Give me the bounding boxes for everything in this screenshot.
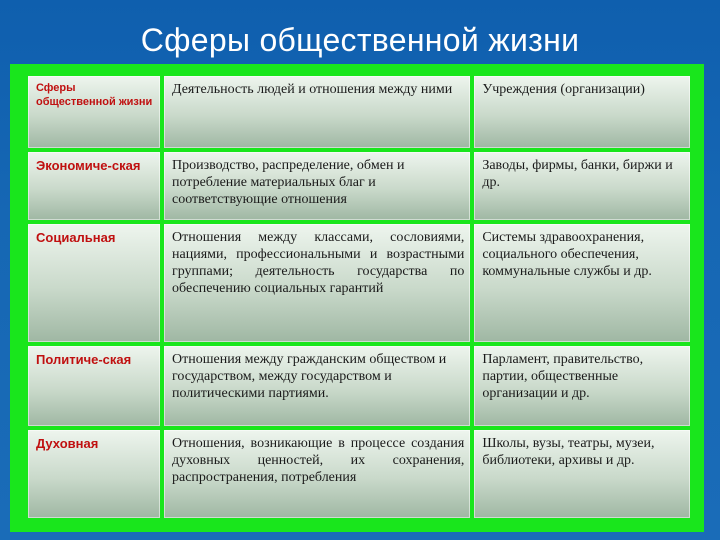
table-row <box>28 224 690 342</box>
sphere-name-cell: Духовная <box>28 430 160 518</box>
activity-cell: Отношения, возникающие в процессе создания духовных ценностей, их сохранения, распространения, потребления <box>164 430 470 518</box>
institutions-cell: Заводы, фирмы, банки, биржи и др. <box>474 152 690 220</box>
table-row <box>28 346 690 426</box>
table-row <box>28 152 690 220</box>
table-row <box>28 430 690 518</box>
spheres-table <box>24 72 694 522</box>
header-cell-activity: Деятельность людей и отношения между ними <box>164 76 470 148</box>
institutions-cell: Парламент, правительство, партии, общественные организации и др. <box>474 346 690 426</box>
activity-cell: Отношения между гражданским обществом и государством, между государством и политическими партиями. <box>164 346 470 426</box>
header-cell-institutions: Учреждения (организации) <box>474 76 690 148</box>
table-header-row <box>28 76 690 148</box>
institutions-cell: Системы здравоохранения, социального обеспечения, коммунальные службы и др. <box>474 224 690 342</box>
spheres-table-frame <box>10 64 704 532</box>
sphere-name-cell: Экономиче-ская <box>28 152 160 220</box>
activity-cell: Производство, распределение, обмен и потребление материальных благ и соответствующие отношения <box>164 152 470 220</box>
activity-cell: Отношения между классами, сословиями, нациями, профессиональными и возрастными группами; деятельность государства по обеспечению социальных гарантий <box>164 224 470 342</box>
institutions-cell: Школы, вузы, театры, музеи, библиотеки, архивы и др. <box>474 430 690 518</box>
sphere-name-cell: Политиче-ская <box>28 346 160 426</box>
sphere-name-cell: Социальная <box>28 224 160 342</box>
page-title: Сферы общественной жизни <box>140 22 580 58</box>
header-cell-spheres: Сферы общественной жизни <box>28 76 160 148</box>
